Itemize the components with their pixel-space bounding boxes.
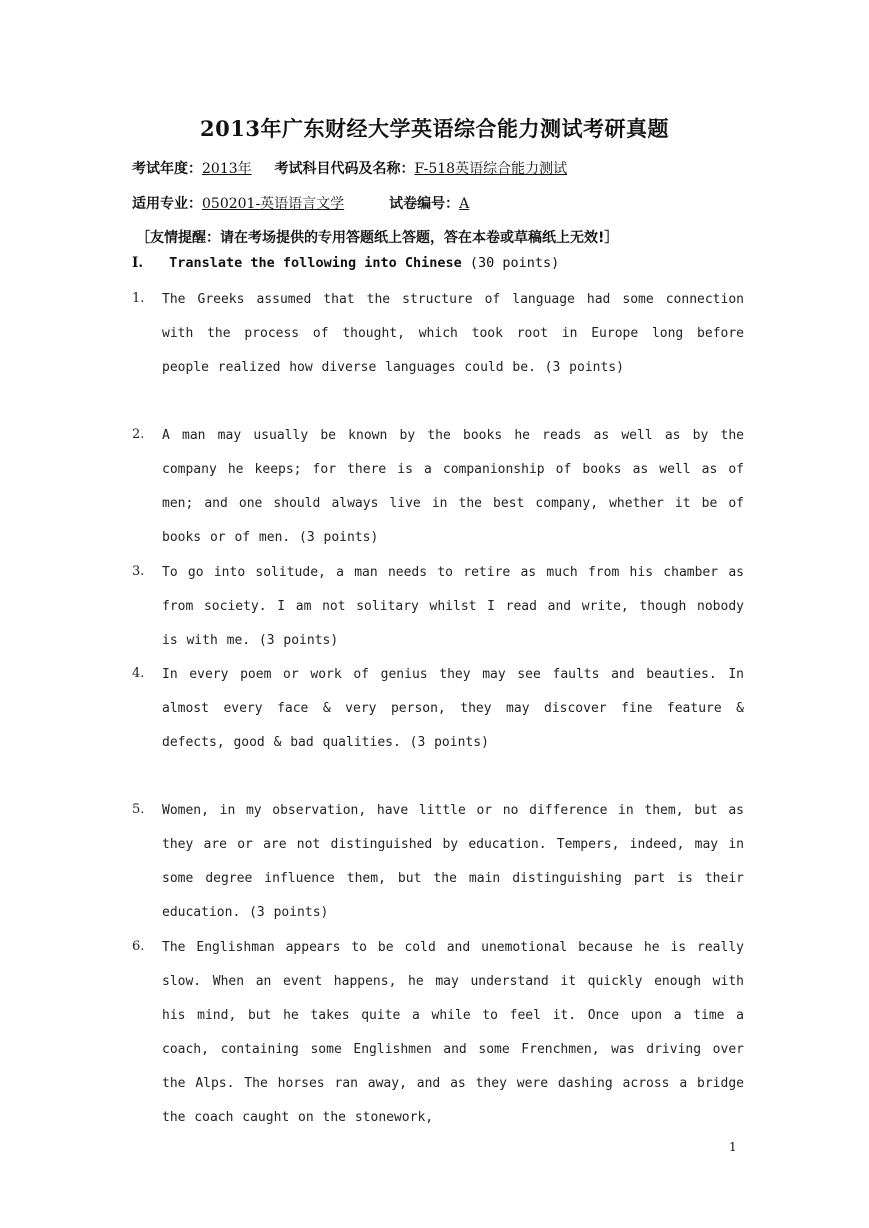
question-text: Women, in my observation, have little or no difference in them, but as they are or are not distinguished by education. Tempers, indeed, may in some degree influence them, but the main distinguishing part is their education. (3 points) [162,803,744,920]
question-number: 1. [132,291,145,306]
question-item [132,658,744,760]
major-label: 适用专业： [132,196,202,212]
question-text: The Englishman appears to be cold and unemotional because he is really slow. When an event happens, he may understand it quickly enough with his mind, but he takes quite a while to feel it. Once upon a time a coach, containing some Englishmen and some Frenchmen, was driving over the Alps. The horses ran away, and as they were dashing across a bridge the coach caught on the stonework, [162,940,744,1125]
question-item [132,556,744,658]
question-number: 4. [132,666,145,681]
question-item [132,794,744,930]
meta-row-1 [132,158,567,178]
question-text: A man may usually be known by the books he reads as well as by the company he keeps; for there is a companionship of books as well as of men; and one should always live in the best company, whether it be of books or of men. (3 points) [162,428,744,545]
question-text: The Greeks assumed that the structure of language had some connection with the process of thought, which took root in Europe long before people realized how diverse languages could be. (3 points) [162,292,744,375]
question-number: 5. [132,802,145,817]
paper-label: 试卷编号： [389,196,460,212]
page-number: 1 [729,1140,737,1154]
meta-row-2 [132,193,469,213]
notice: ［友情提醒：请在考场提供的专用答题纸上答题，答在本卷或草稿纸上无效!］ [136,230,619,246]
section-points: (30 points) [469,255,560,271]
subject-value: F-518英语综合能力测试 [414,161,568,177]
major-value: 050201-英语语言文学 [202,196,345,212]
year-label: 考试年度： [132,161,202,177]
section-title: Translate the following into Chinese [169,255,462,271]
question-item [132,419,744,555]
section-number: I. [132,255,144,271]
page-title: 2013年广东财经大学英语综合能力测试考研真题 [200,116,669,141]
section-heading [132,255,559,271]
question-item [132,283,744,385]
year-value: 2013年 [202,161,252,177]
question-item [132,931,744,1135]
question-text: To go into solitude, a man needs to retire as much from his chamber as from society. I am not solitary whilst I read and write, though nobody is with me. (3 points) [162,565,744,648]
question-number: 2. [132,427,145,442]
question-number: 6. [132,939,145,954]
subject-label: 考试科目代码及名称： [274,161,415,177]
paper-value: A [459,196,470,212]
question-number: 3. [132,564,145,579]
question-text: In every poem or work of genius they may see faults and beauties. In almost every face & very person, they may discover fine feature & defects, good & bad qualities. (3 points) [162,667,744,750]
